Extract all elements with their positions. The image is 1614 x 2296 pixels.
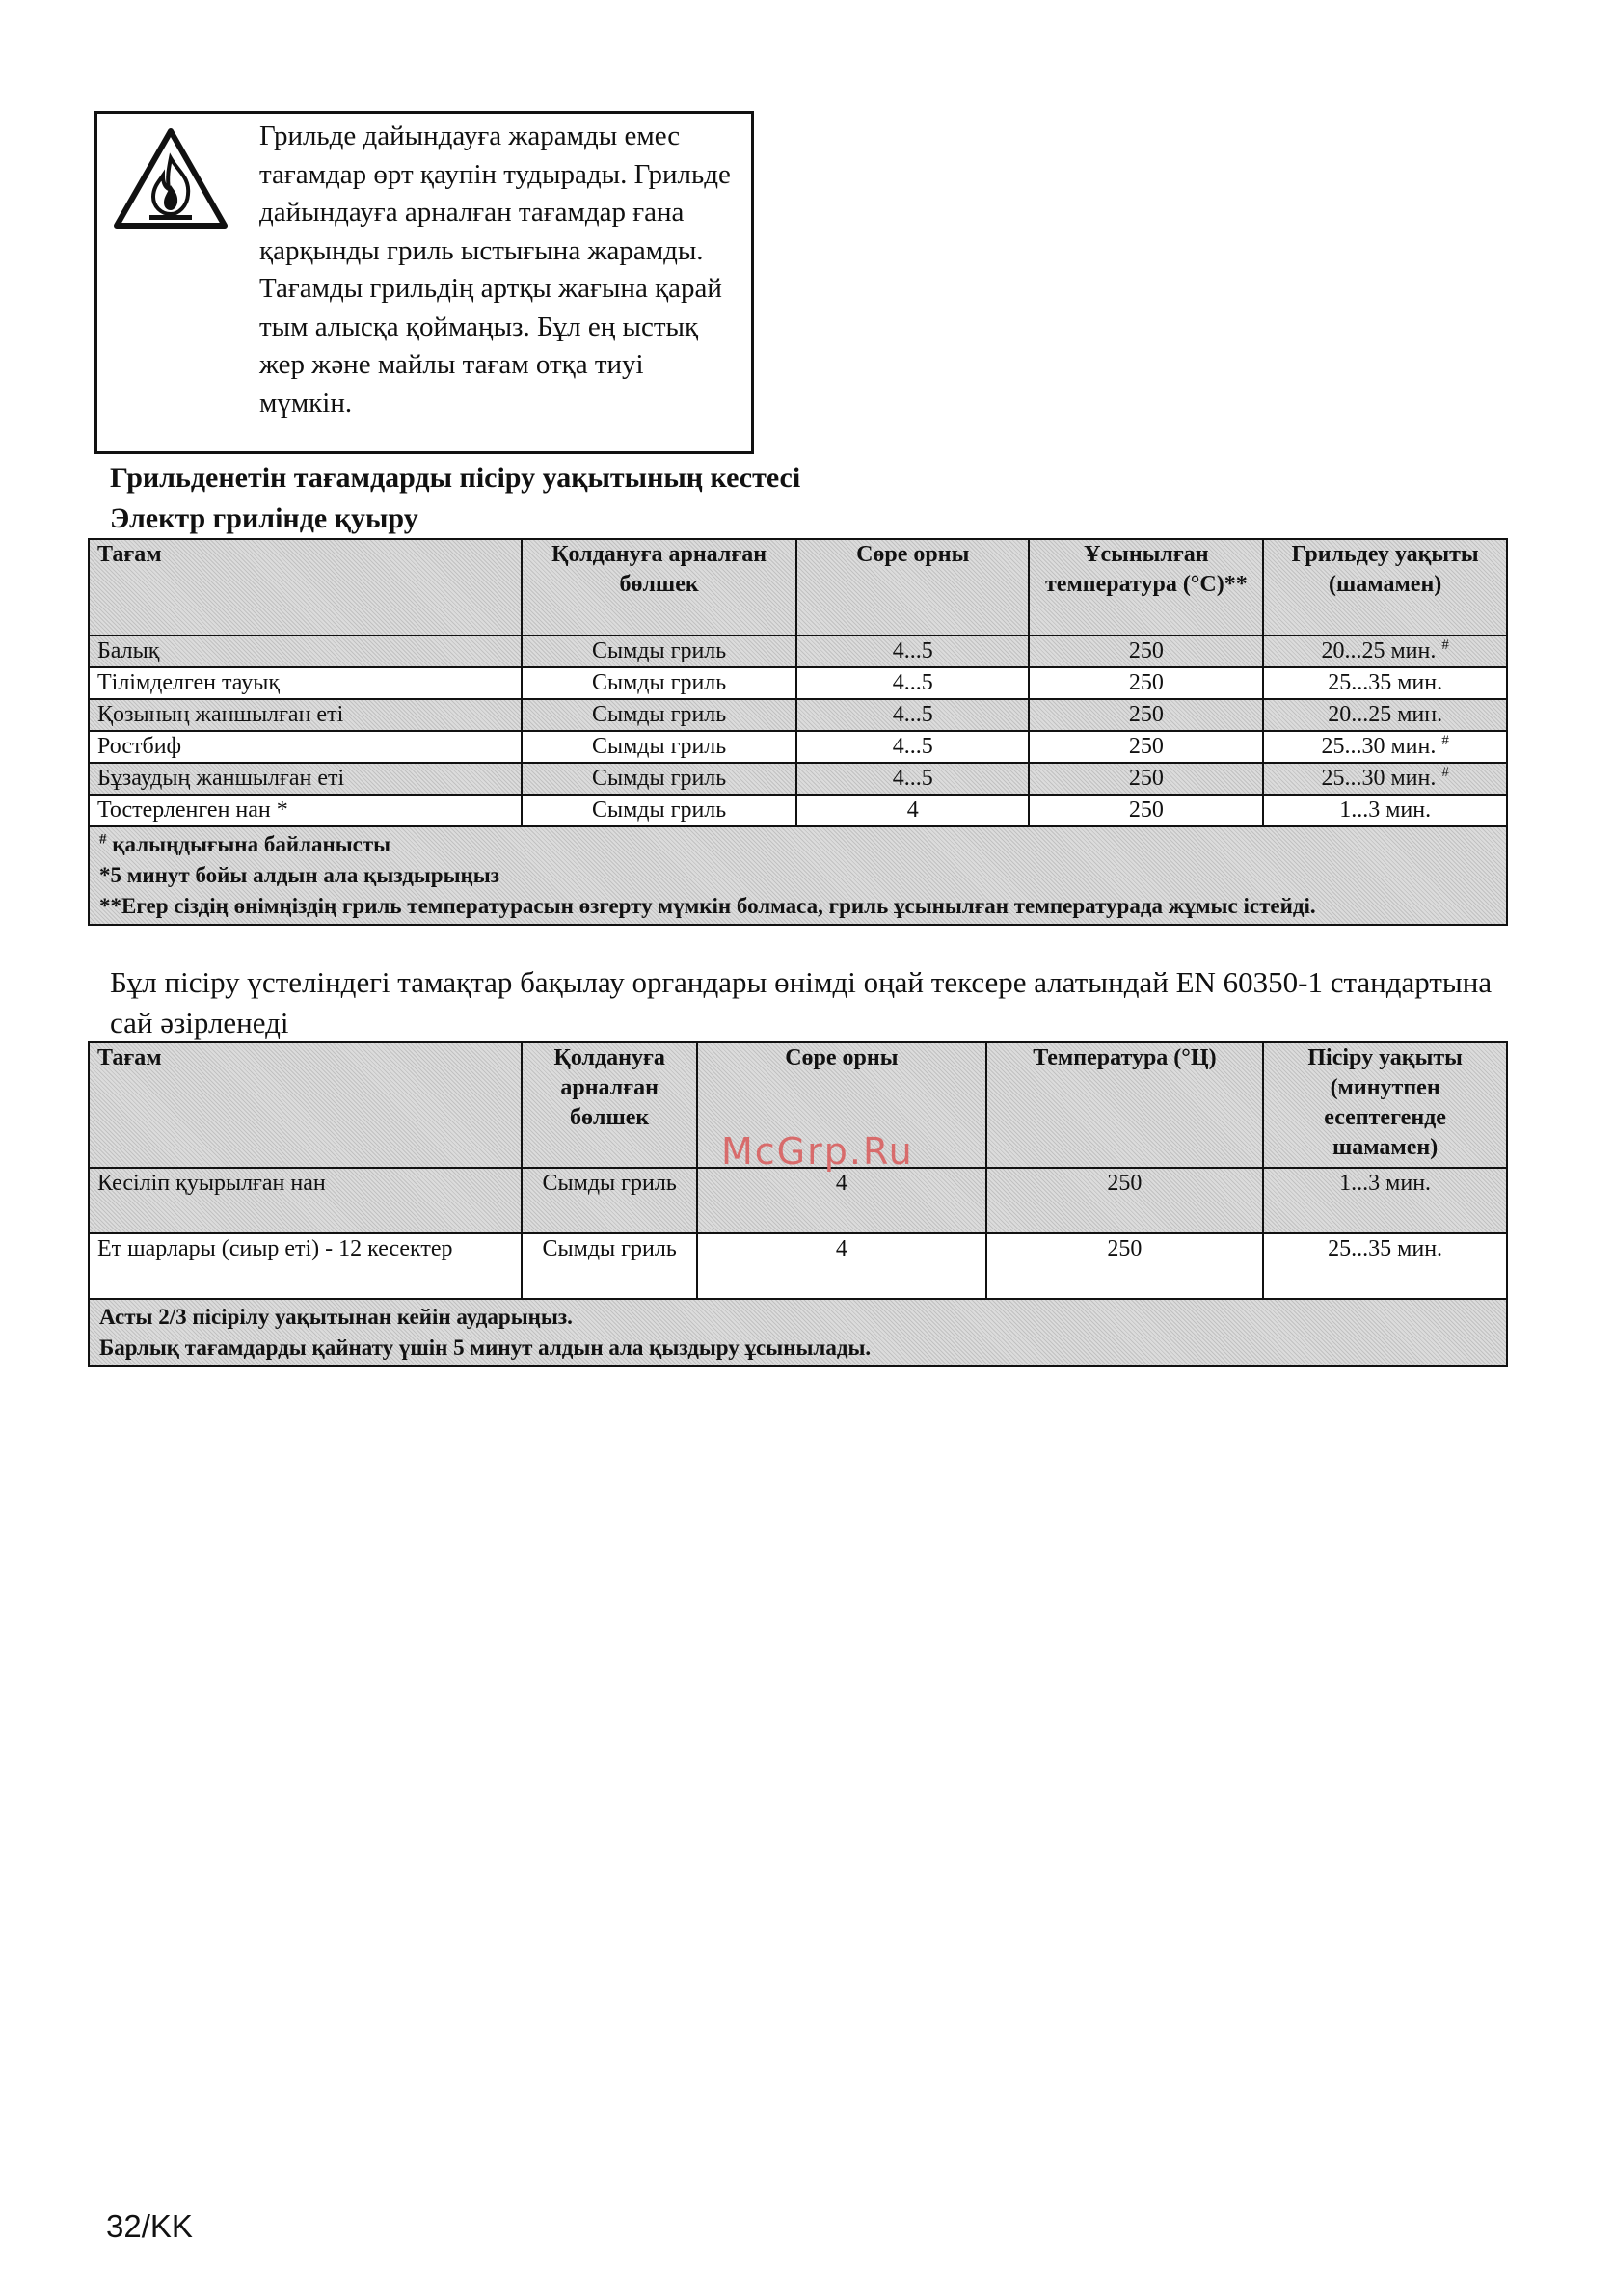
time-value: 1...3 мин.: [1339, 797, 1432, 823]
header-accessory: Қолдануға арналған бөлшек: [522, 539, 796, 635]
section-title: Грильденетін тағамдарды пісіру уақытының кестесі: [110, 462, 801, 494]
footnote-mark: #: [1441, 733, 1449, 748]
note-text: қалыңдығына байланысты: [112, 832, 391, 856]
cell-shelf: 4...5: [796, 763, 1030, 795]
time-value: 25...35 мин.: [1328, 670, 1443, 695]
cell-time: [1263, 635, 1507, 667]
cell-food: Тілімделген тауық: [89, 667, 522, 699]
cell-shelf: 4...5: [796, 699, 1030, 731]
cell-accessory: Сымды гриль: [522, 795, 796, 826]
header-shelf: Сөре орны: [697, 1042, 985, 1168]
fire-hazard-icon: [111, 125, 230, 231]
page-number: 32/KK: [106, 2208, 193, 2244]
time-value: 20...25 мин.: [1321, 638, 1437, 663]
cell-food: Кесіліп қуырылған нан: [89, 1168, 522, 1233]
table-row: [89, 1168, 1507, 1233]
time-value: 20...25 мин.: [1328, 702, 1443, 727]
cell-time: [1263, 667, 1507, 699]
header-time: Пісіру уақыты (минутпен есептегенде шамамен): [1263, 1042, 1507, 1168]
table-notes-row: [89, 1299, 1507, 1366]
cell-food: Ростбиф: [89, 731, 522, 763]
note-preheat: *5 минут бойы алдын ала қыздырыңыз: [99, 863, 500, 887]
header-temperature: Температура (°Ц): [986, 1042, 1264, 1168]
table-notes-row: [89, 826, 1507, 925]
table-row: [89, 699, 1507, 731]
cell-food: Қозының жаншылған еті: [89, 699, 522, 731]
header-temperature: Ұсынылған температура (°С)**: [1029, 539, 1263, 635]
header-food: Тағам: [89, 1042, 522, 1168]
cell-shelf: 4...5: [796, 731, 1030, 763]
note-turn-over: Асты 2/3 пісірілу уақытынан кейін аударыңыз.: [99, 1305, 573, 1329]
table-row: [89, 731, 1507, 763]
cell-accessory: Сымды гриль: [522, 1233, 697, 1299]
subsection-title: Электр грилінде қуыру: [110, 502, 418, 534]
cell-time: [1263, 731, 1507, 763]
cell-shelf: 4...5: [796, 667, 1030, 699]
cell-shelf: 4...5: [796, 635, 1030, 667]
test-table: [88, 1041, 1508, 1367]
watermark: McGrp.Ru: [721, 1130, 914, 1173]
standard-paragraph: Бұл пісіру үстеліндегі тамақтар бақылау органдары өнімді оңай тексере алатындай EN 60350-1 стандартына сай әзірленеді: [110, 965, 1493, 1040]
cell-accessory: Сымды гриль: [522, 763, 796, 795]
table-row: [89, 635, 1507, 667]
cell-temperature: 250: [1029, 795, 1263, 826]
cell-food: Балық: [89, 635, 522, 667]
cell-temperature: 250: [1029, 635, 1263, 667]
header-accessory: Қолдануға арналған бөлшек: [522, 1042, 697, 1168]
table-row: [89, 1233, 1507, 1299]
cell-time: [1263, 795, 1507, 826]
cell-time: [1263, 699, 1507, 731]
cell-shelf: 4: [697, 1233, 985, 1299]
footnote-mark: #: [1441, 765, 1449, 780]
time-value: 25...30 мин.: [1321, 766, 1437, 791]
table-row: [89, 667, 1507, 699]
note-thickness: [99, 829, 1496, 860]
header-shelf: Сөре орны: [796, 539, 1030, 635]
cell-accessory: Сымды гриль: [522, 699, 796, 731]
cell-temperature: 250: [1029, 731, 1263, 763]
table-row: [89, 763, 1507, 795]
cell-temperature: 250: [1029, 667, 1263, 699]
note-mark: #: [99, 831, 107, 848]
cell-shelf: 4: [796, 795, 1030, 826]
cell-temperature: 250: [1029, 763, 1263, 795]
header-food: Тағам: [89, 539, 522, 635]
warning-box: [94, 111, 754, 454]
cell-temperature: 250: [1029, 699, 1263, 731]
table-header-row: [89, 539, 1507, 635]
warning-text: Грильде дайындауға жарамды емес тағамдар өрт қаупін тудырады. Грильде дайындауға арналған тағамдар ғана қарқынды гриль ыстығына жарамды. Тағамды грильдің артқы жағына қарай тым алысқа қоймаңыз. Бұл ең ыстық жер және майлы тағам отқа тиуі мүмкін.: [259, 121, 731, 419]
cell-accessory: Сымды гриль: [522, 635, 796, 667]
cell-time: [1263, 763, 1507, 795]
cell-food: Ет шарлары (сиыр еті) - 12 кесектер: [89, 1233, 522, 1299]
cell-time: 25...35 мин.: [1263, 1233, 1507, 1299]
cell-temperature: 250: [986, 1168, 1264, 1233]
header-time: Грильдеу уақыты (шамамен): [1263, 539, 1507, 635]
cell-accessory: Сымды гриль: [522, 667, 796, 699]
cell-food: Бұзаудың жаншылған еті: [89, 763, 522, 795]
cell-temperature: 250: [986, 1233, 1264, 1299]
cell-shelf: 4: [697, 1168, 985, 1233]
table-notes: [89, 826, 1507, 925]
note-preheat: Барлық тағамдарды қайнату үшін 5 минут алдын ала қыздыру ұсынылады.: [99, 1336, 872, 1360]
table-notes: [89, 1299, 1507, 1366]
cell-food: Тостерленген нан *: [89, 795, 522, 826]
footnote-mark: #: [1441, 637, 1449, 653]
cell-accessory: Сымды гриль: [522, 731, 796, 763]
cell-accessory: Сымды гриль: [522, 1168, 697, 1233]
time-value: 25...30 мин.: [1321, 734, 1437, 759]
table-row: [89, 795, 1507, 826]
note-temperature: **Егер сіздің өнімңіздің гриль температурасын өзгерту мүмкін болмаса, гриль ұсынылған температурада жұмыс істейді.: [99, 894, 1316, 918]
cell-time: 1...3 мин.: [1263, 1168, 1507, 1233]
grilling-table: [88, 538, 1508, 926]
